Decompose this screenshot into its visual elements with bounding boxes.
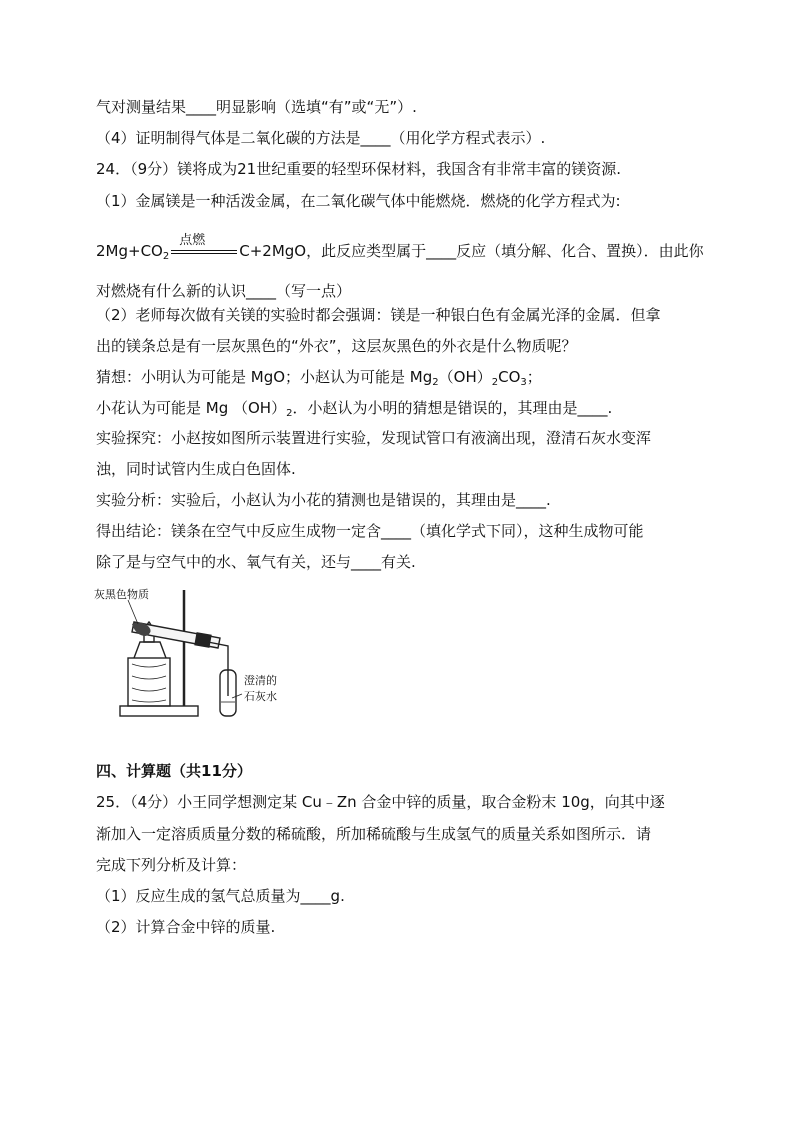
label-solid: 灰黑色物质 [94, 588, 149, 601]
reaction-arrow [169, 233, 239, 261]
xh-b: ．小赵认为小明的猜想是错误的，其理由是____. [292, 399, 613, 417]
guess-d: ； [526, 368, 542, 386]
guess-sub2: 2 [491, 377, 499, 388]
q24-equation [96, 233, 704, 262]
lamp-body [134, 642, 166, 658]
q25-line-3: 完成下列分析及计算： [96, 856, 247, 874]
q23-line-2: （4）证明制得气体是二氧化碳的方法是____（用化学方程式表示）. [96, 129, 546, 147]
guess-a: 猜想：小明认为可能是 MgO；小赵认为可能是 Mg [96, 368, 433, 386]
eq-sub: 2 [162, 251, 170, 262]
q24-experiment-2: 浊，同时试管内生成白色固体. [96, 460, 296, 478]
eq-condition: 点燃 [179, 233, 206, 248]
q24-conclusion-1: 得出结论：镁条在空气中反应生成物一定含____（填化学式下同），这种生成物可能 [96, 522, 644, 540]
guess-b: （OH） [438, 368, 492, 386]
q24-experiment-1: 实验探究：小赵按如图所示装置进行实验，发现试管口有液滴出现，澄清石灰水变浑 [96, 429, 652, 447]
delivery-tube [208, 642, 228, 696]
q25-line-2: 渐加入一定溶质质量分数的稀硫酸，所加稀硫酸与生成氢气的质量关系如图所示．请 [96, 825, 652, 843]
xh-sub: 2 [286, 408, 293, 419]
eq-left: 2Mg+CO [96, 242, 163, 260]
q24-analysis: 实验分析：实验后，小赵认为小花的猜测也是错误的，其理由是____. [96, 491, 551, 509]
q23-line-1: 气对测量结果____明显影响（选填“有”或“无”）. [96, 98, 417, 116]
q25-line-1: 25．（4分）小王同学想测定某 Cu﹣Zn 合金中锌的质量，取合金粉末 10g，向其中逐 [96, 793, 665, 811]
q24-part2b: 出的镁条总是有一层灰黑色的“外衣”，这层灰黑色的外衣是什么物质呢？ [96, 337, 577, 355]
q24-guess [96, 367, 542, 387]
apparatus-figure [92, 584, 322, 724]
xh-a: 小花认为可能是 Mg （OH） [96, 399, 287, 417]
q24-header: 24．（9分）镁将成为21世纪重要的轻型环保材料，我国含有非常丰富的镁资源. [96, 160, 621, 178]
label-water-1: 澄清的 [244, 674, 277, 687]
q24-xiaohua [96, 398, 612, 418]
section-4-title: 四、计算题（共11分） [96, 762, 252, 780]
q25-line-4: （1）反应生成的氢气总质量为____g. [96, 887, 345, 905]
lamp-base [128, 658, 170, 706]
label-water-2: 石灰水 [244, 690, 277, 703]
stopper [195, 633, 211, 647]
q24-part1b: 对燃烧有什么新的认识____（写一点） [96, 282, 352, 300]
guess-c: CO [498, 368, 521, 386]
q24-conclusion-2: 除了是与空气中的水、氧气有关，还与____有关. [96, 553, 416, 571]
guess-sub1: 2 [432, 377, 439, 388]
guess-sub3: 3 [520, 377, 527, 388]
q25-line-5: （2）计算合金中锌的质量. [96, 918, 276, 936]
lamp-grain [132, 664, 166, 702]
eq-right: C+2MgO，此反应类型属于____反应（填分解、化合、置换）．由此你 [239, 242, 704, 260]
q24-part1: （1）金属镁是一种活泼金属，在二氧化碳气体中能燃烧．燃烧的化学方程式为: [96, 192, 621, 210]
q24-part2a: （2）老师每次做有关镁的实验时都会强调：镁是一种银白色有金属光泽的金属．但拿 [96, 306, 661, 324]
stand-base [120, 706, 198, 716]
apparatus-diagram [92, 584, 322, 724]
